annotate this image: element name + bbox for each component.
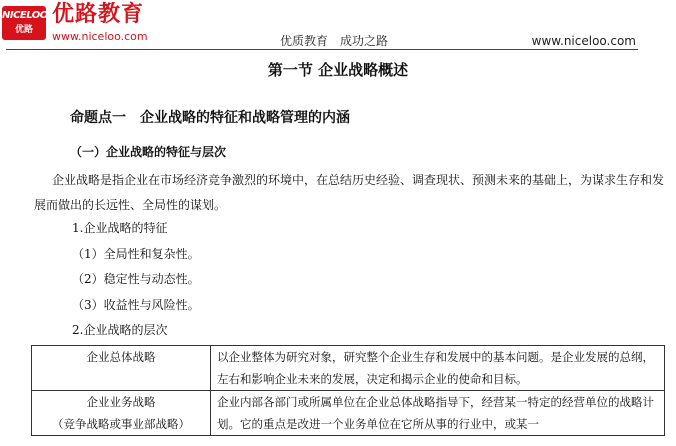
table-row — [32, 346, 665, 391]
level-description: 企业内部各部门或所属单位在企业总体战略指导下，经营某一特定的经营单位的战略计划。它的重点是改进一个业务单位在它所从事的行业中，或某一 — [211, 391, 665, 436]
section-title: 第一节 企业战略概述 — [267, 61, 409, 79]
feature-item: （1）全局性和复杂性。 — [72, 247, 200, 261]
intro-paragraph: 企业战略是指企业在市场经济竞争激烈的环境中，在总结历史经验、调查现状、预测未来的基础上，为谋求生存和发展而做出的长远性、全局性的谋划。 — [34, 173, 665, 212]
page-header — [0, 0, 676, 50]
level-name: 企业总体战略 — [32, 346, 211, 391]
table-row — [32, 391, 665, 436]
levels-heading: 2.企业战略的层次 — [72, 323, 168, 337]
feature-item: （2）稳定性与动态性。 — [72, 272, 200, 286]
brand-name: 优路教育 — [52, 2, 145, 27]
topic-title: 命题点一 企业战略的特征和战略管理的内涵 — [70, 110, 350, 126]
level-name: 企业业务战略 — [86, 395, 156, 409]
brand-url[interactable]: www.niceloo.com — [52, 30, 148, 43]
strategy-levels-table — [31, 345, 665, 436]
subsection-title: （一）企业战略的特征与层次 — [70, 145, 227, 159]
feature-heading: 1.企业战略的特征 — [72, 221, 168, 235]
header-site-url[interactable]: www.niceloo.com — [531, 34, 636, 48]
header-slogan: 优质教育 成功之路 — [280, 34, 389, 48]
niceloo-logo: NICELOO 优路 — [2, 6, 46, 40]
level-name-cell — [32, 391, 211, 436]
level-name-sub: （竞争战略或事业部战略） — [52, 417, 190, 431]
feature-item: （3）收益性与风险性。 — [72, 298, 200, 312]
header-divider — [6, 49, 638, 50]
level-description: 以企业整体为研究对象，研究整个企业生存和发展中的基本问题。是企业发展的总纲，左右和影响企业未来的发展，决定和揭示企业的使命和目标。 — [211, 346, 665, 391]
